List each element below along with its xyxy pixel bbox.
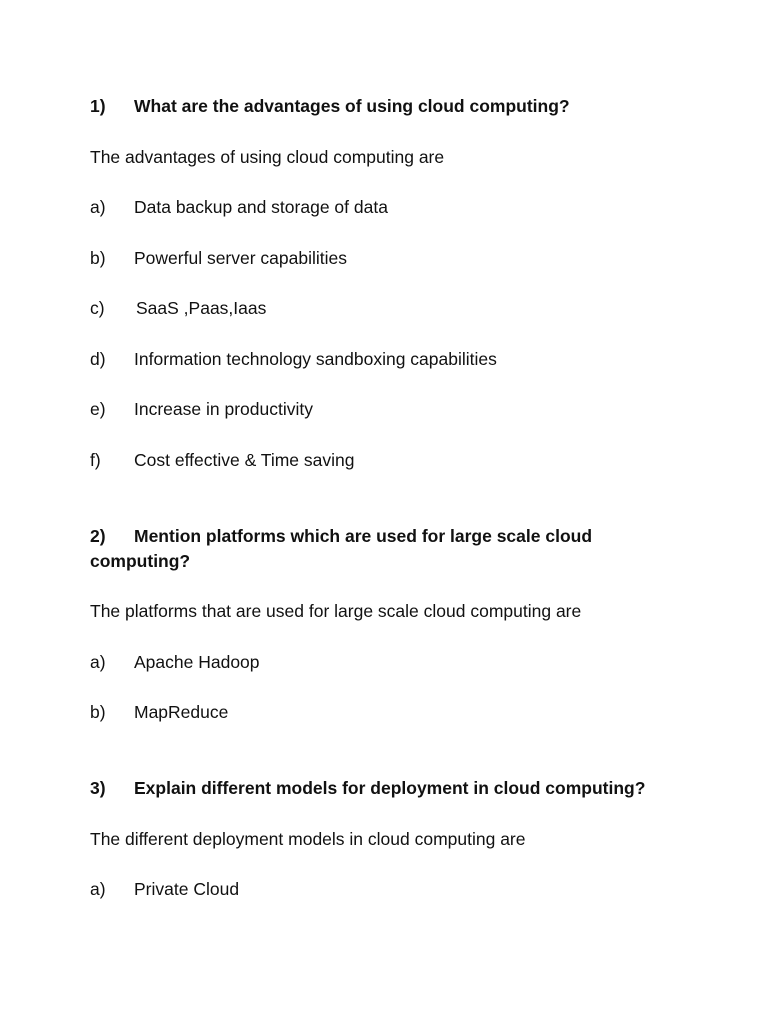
list-item: [90, 296, 266, 320]
list-item-text: SaaS ,Paas,Iaas: [136, 298, 267, 318]
question-number: 2): [90, 526, 106, 546]
list-item-text: Apache Hadoop: [134, 652, 260, 672]
question-2-intro: The platforms that are used for large scale cloud computing are: [90, 601, 582, 621]
list-item-text: Private Cloud: [134, 879, 240, 899]
question-title: What are the advantages of using cloud computing?: [134, 96, 570, 116]
list-item-text: Cost effective & Time saving: [134, 450, 355, 470]
list-item-text: Data backup and storage of data: [134, 197, 388, 217]
list-marker: b): [90, 702, 106, 722]
question-title: Mention platforms which are used for large scale cloud: [134, 526, 593, 546]
question-1-intro: The advantages of using cloud computing are: [90, 147, 445, 167]
list-item-text: MapReduce: [134, 702, 229, 722]
list-item: [90, 397, 313, 421]
list-marker: c): [90, 298, 105, 318]
list-marker: a): [90, 197, 106, 217]
question-number: 1): [90, 96, 106, 116]
list-marker: f): [90, 450, 101, 470]
list-item-text: Increase in productivity: [134, 399, 313, 419]
question-1-heading: [90, 94, 570, 118]
list-item-text: Powerful server capabilities: [134, 248, 348, 268]
list-item: [90, 246, 347, 270]
list-marker: b): [90, 248, 106, 268]
list-marker: e): [90, 399, 106, 419]
list-item: [90, 195, 388, 219]
question-3-intro: The different deployment models in cloud computing are: [90, 829, 526, 849]
list-item-text: Information technology sandboxing capabilities: [134, 349, 497, 369]
question-title: Explain different models for deployment in cloud computing?: [134, 778, 646, 798]
question-number: 3): [90, 778, 106, 798]
question-2-heading: [90, 524, 592, 548]
list-item: [90, 650, 260, 674]
list-item: [90, 347, 497, 371]
list-marker: a): [90, 652, 106, 672]
question-2-heading-continued: computing?: [90, 551, 191, 571]
list-marker: d): [90, 349, 106, 369]
list-item: [90, 448, 354, 472]
list-item: [90, 877, 239, 901]
list-marker: a): [90, 879, 106, 899]
list-item: [90, 700, 228, 724]
question-3-heading: [90, 776, 645, 800]
